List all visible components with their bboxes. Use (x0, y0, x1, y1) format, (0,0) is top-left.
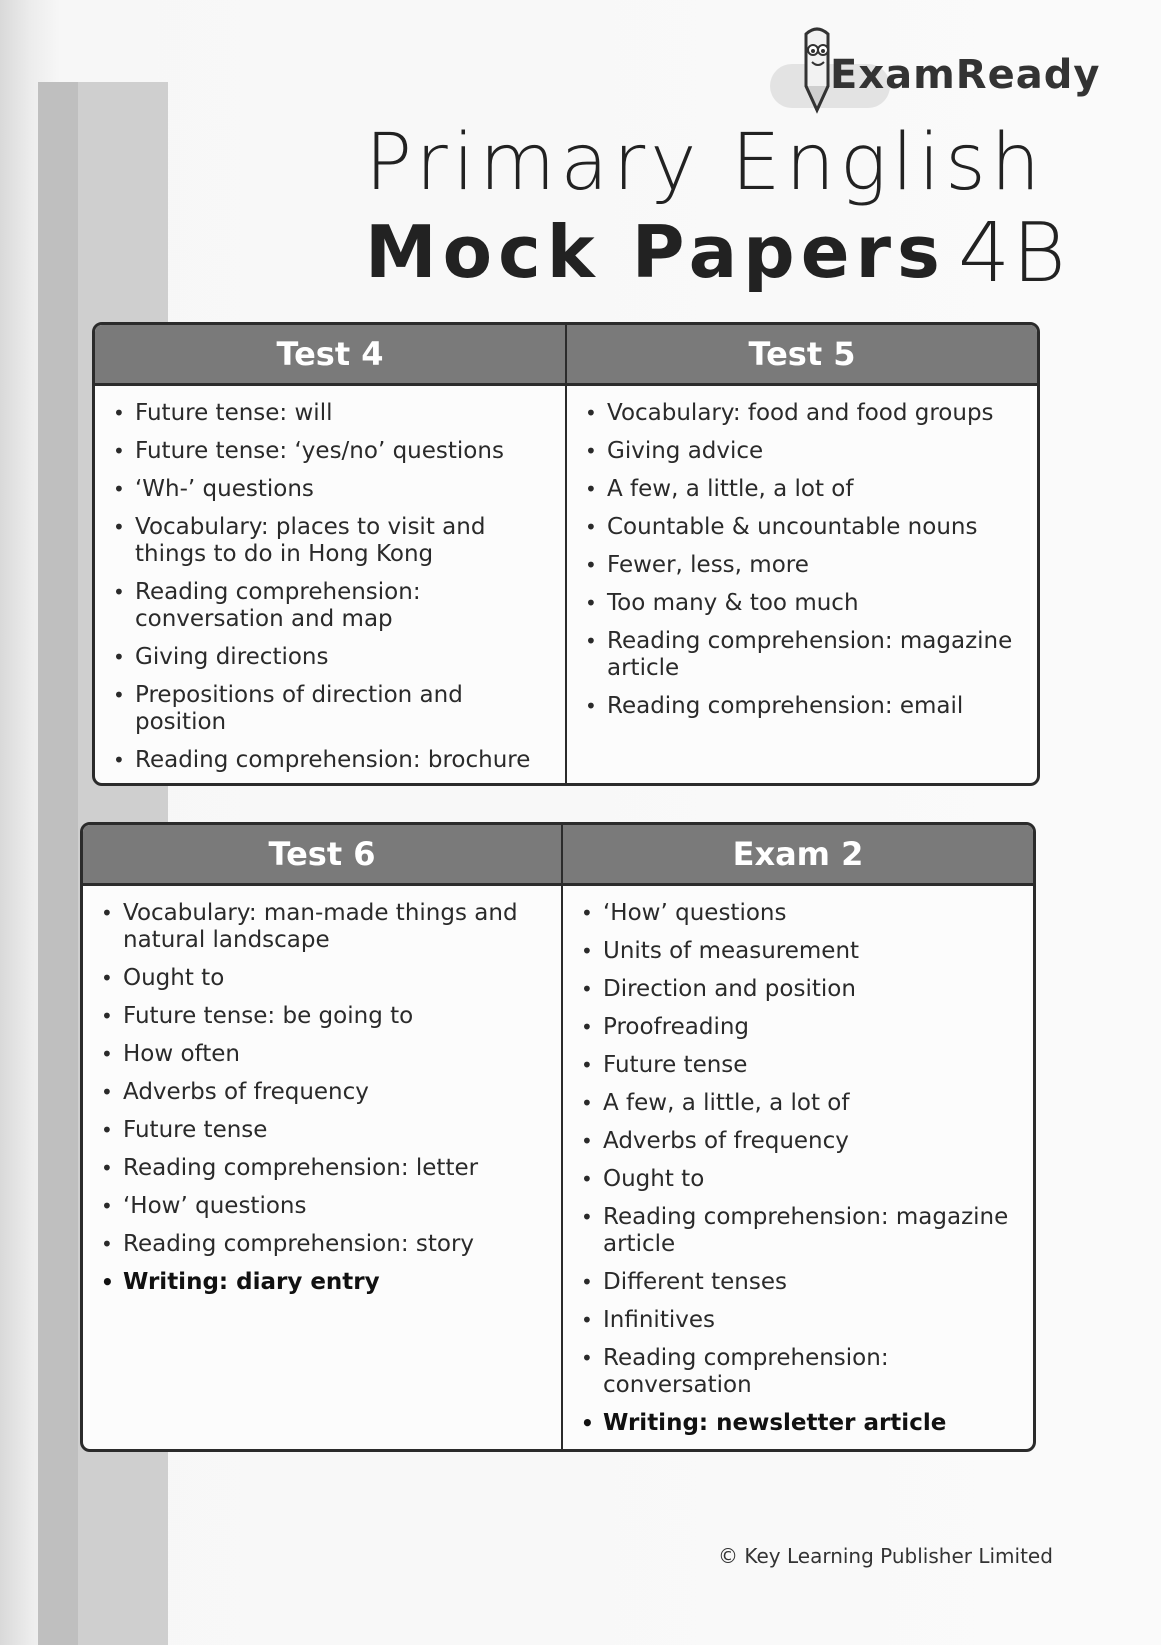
topic-list (83, 886, 561, 1296)
column-exam-2 (561, 825, 1033, 1449)
contents-table-1 (92, 322, 1040, 786)
column-test-6 (83, 825, 561, 1449)
title-level: 4B (958, 206, 1068, 301)
topic-list (563, 886, 1033, 1437)
list-item: • ‘Wh-’ questions (113, 476, 555, 503)
list-item: • Future tense: be going to (101, 1003, 551, 1030)
brand-logo (770, 24, 1100, 114)
list-item: • Future tense (101, 1117, 551, 1144)
list-item: • Giving directions (113, 644, 555, 671)
list-item: • Future tense: ‘yes/no’ questions (113, 438, 555, 465)
list-item: • Reading comprehension: brochure (113, 747, 555, 774)
column-heading: Test 4 (95, 325, 565, 386)
list-item: • Vocabulary: places to visit and things to do in Hong Kong (113, 514, 555, 568)
title-mock-papers: Mock Papers (365, 210, 946, 294)
copyright-notice: © Key Learning Publisher Limited (718, 1544, 1053, 1568)
column-heading: Exam 2 (563, 825, 1033, 886)
list-item: • Future tense: will (113, 400, 555, 427)
list-item: • Vocabulary: man-made things and natural landscape (101, 900, 551, 954)
list-item: • Reading comprehension: letter (101, 1155, 551, 1182)
brand-name: ExamReady (830, 52, 1101, 98)
list-item: • A few, a little, a lot of (581, 1090, 1023, 1117)
list-item: • Adverbs of frequency (581, 1128, 1023, 1155)
title-primary-english: Primary English (365, 118, 1046, 208)
list-item: • Reading comprehension: magazine article (581, 1204, 1023, 1258)
list-item: • Infinitives (581, 1307, 1023, 1334)
list-item: • ‘How’ questions (581, 900, 1023, 927)
list-item: • Prepositions of direction and position (113, 682, 555, 736)
spine-shadow (38, 82, 78, 1645)
list-item-writing: • Writing: newsletter article (581, 1410, 1023, 1437)
list-item: • Different tenses (581, 1269, 1023, 1296)
list-item: • How often (101, 1041, 551, 1068)
list-item: • Reading comprehension: conversation (581, 1345, 1023, 1399)
topic-list (95, 386, 565, 774)
list-item: • Direction and position (581, 976, 1023, 1003)
list-item: • Too many & too much (585, 590, 1027, 617)
column-test-5 (565, 325, 1037, 783)
list-item: • Reading comprehension: conversation and map (113, 579, 555, 633)
list-item-writing: • Writing: diary entry (101, 1269, 551, 1296)
list-item: • Countable & uncountable nouns (585, 514, 1027, 541)
list-item: • A few, a little, a lot of (585, 476, 1027, 503)
list-item: • Giving advice (585, 438, 1027, 465)
list-item: • Vocabulary: food and food groups (585, 400, 1027, 427)
column-heading: Test 5 (567, 325, 1037, 386)
list-item: • Reading comprehension: magazine article (585, 628, 1027, 682)
list-item: • Proofreading (581, 1014, 1023, 1041)
list-item: • Ought to (101, 965, 551, 992)
list-item: • Adverbs of frequency (101, 1079, 551, 1106)
list-item: • Units of measurement (581, 938, 1023, 965)
list-item: • Ought to (581, 1166, 1023, 1193)
column-test-4 (95, 325, 565, 783)
list-item: • Reading comprehension: story (101, 1231, 551, 1258)
contents-table-2 (80, 822, 1036, 1452)
list-item: • Future tense (581, 1052, 1023, 1079)
list-item: • ‘How’ questions (101, 1193, 551, 1220)
column-heading: Test 6 (83, 825, 561, 886)
topic-list (567, 386, 1037, 720)
list-item: • Fewer, less, more (585, 552, 1027, 579)
list-item: • Reading comprehension: email (585, 693, 1027, 720)
